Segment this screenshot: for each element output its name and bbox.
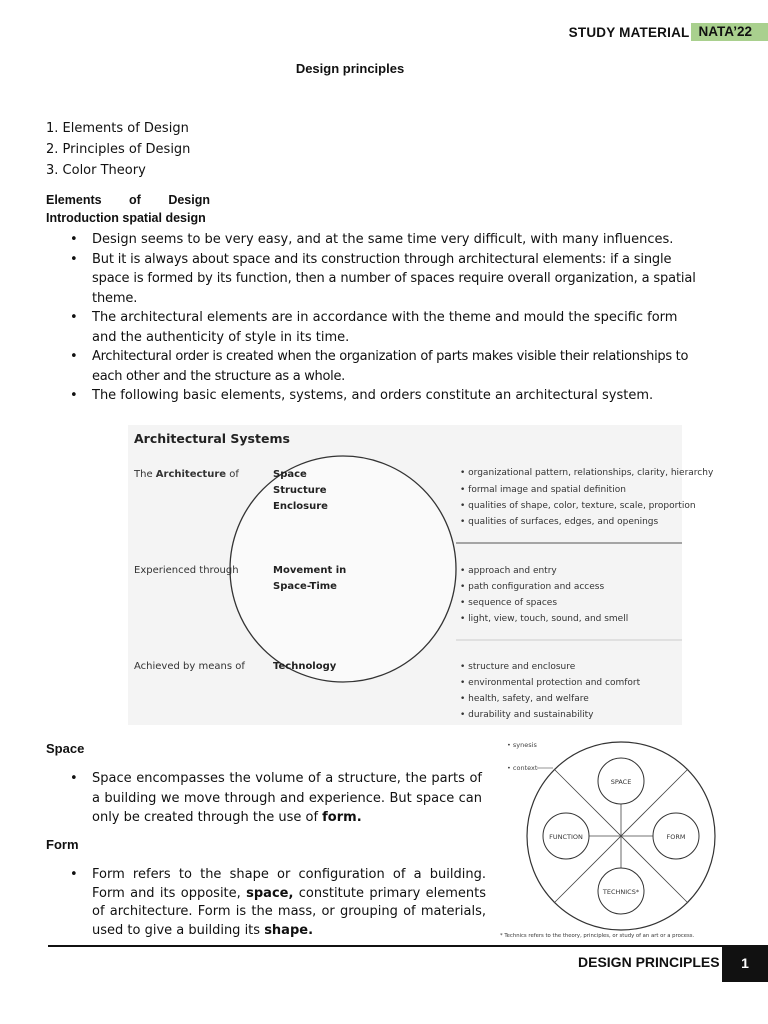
table-of-contents bbox=[46, 118, 190, 181]
diagram-footnote: * Technics refers to the theory, principles, or study of an art or a process. bbox=[500, 933, 695, 939]
nata-badge: NATA’22 bbox=[691, 23, 768, 41]
figure-title: Architectural Systems bbox=[134, 431, 290, 446]
center-term: Structure bbox=[273, 485, 327, 496]
system-item: • approach and entry bbox=[460, 566, 557, 576]
system-item: • durability and sustainability bbox=[460, 710, 594, 720]
space-bullet-list bbox=[70, 769, 482, 828]
list-item: • Space encompasses the volume of a structure, the parts of a building we move through and experience. But space can only be created through the use of form. bbox=[70, 769, 482, 828]
form-heading: Form bbox=[46, 837, 79, 852]
list-item: • But it is always about space and its construction through architectural elements: if a single space is formed by its function, then a number of spaces require overall organization, a spatial theme. bbox=[70, 250, 700, 309]
page-header bbox=[569, 22, 768, 42]
system-item: • path configuration and access bbox=[460, 582, 605, 592]
system-item: • qualities of surfaces, edges, and openings bbox=[460, 517, 659, 527]
intro-bullet-list bbox=[70, 230, 700, 406]
form-label: FORM bbox=[666, 833, 686, 841]
system-item: • qualities of shape, color, texture, scale, proportion bbox=[460, 501, 696, 511]
intro-subheading: Introduction spatial design bbox=[46, 211, 206, 225]
toc-item: 3. Color Theory bbox=[46, 163, 146, 178]
center-term: Movement in bbox=[273, 565, 347, 576]
footer-label: DESIGN PRINCIPLES bbox=[578, 954, 720, 970]
center-term: Technology bbox=[273, 661, 337, 672]
center-term: Space bbox=[273, 469, 307, 480]
system-item: • health, safety, and welfare bbox=[460, 694, 589, 704]
study-material-label: STUDY MATERIAL bbox=[568, 24, 690, 40]
design-components-diagram bbox=[497, 737, 717, 942]
row-label: Experienced through bbox=[134, 565, 239, 576]
space-heading: Space bbox=[46, 741, 85, 756]
footer-rule bbox=[48, 945, 768, 947]
center-term: Space-Time bbox=[273, 581, 337, 592]
page-number: 1 bbox=[722, 945, 768, 982]
elements-of-design-heading: Elements of Design bbox=[46, 193, 210, 207]
system-item: • sequence of spaces bbox=[460, 598, 558, 608]
legend-item: • context bbox=[507, 764, 538, 772]
list-item: • Design seems to be very easy, and at the same time very difficult, with many influences. bbox=[70, 230, 700, 250]
architectural-systems-figure bbox=[128, 425, 714, 725]
space-label: SPACE bbox=[610, 778, 632, 786]
center-term: Enclosure bbox=[273, 501, 328, 512]
system-item: • light, view, touch, sound, and smell bbox=[460, 614, 629, 624]
list-item: • Architectural order is created when the organization of parts makes visible their relationships to each other and the structure as a whole. bbox=[70, 347, 700, 386]
list-item: • Form refers to the shape or configuration of a building. Form and its opposite, space, constitute primary elements of architecture. Form is the mass, or grouping of materials, used to give a building its shape. bbox=[70, 866, 486, 940]
list-item: • The architectural elements are in accordance with the theme and mould the specific form and the authenticity of style in its time. bbox=[70, 308, 700, 347]
form-bullet-list bbox=[70, 866, 486, 940]
list-item: • The following basic elements, systems, and orders constitute an architectural system. bbox=[70, 386, 700, 406]
legend-item: • synesis bbox=[507, 741, 537, 749]
system-item: • organizational pattern, relationships, clarity, hierarchy bbox=[460, 468, 714, 478]
toc-item: 1. Elements of Design bbox=[46, 121, 189, 136]
system-item: • environmental protection and comfort bbox=[460, 678, 641, 688]
system-item: • structure and enclosure bbox=[460, 662, 576, 672]
technics-label: TECHNICS* bbox=[602, 888, 640, 896]
page-title: Design principles bbox=[295, 61, 405, 76]
row-label: Achieved by means of bbox=[134, 661, 245, 672]
system-item: • formal image and spatial definition bbox=[460, 485, 626, 495]
row-label: The Architecture of bbox=[134, 469, 239, 480]
toc-item: 2. Principles of Design bbox=[46, 142, 191, 157]
function-label: FUNCTION bbox=[549, 833, 583, 841]
